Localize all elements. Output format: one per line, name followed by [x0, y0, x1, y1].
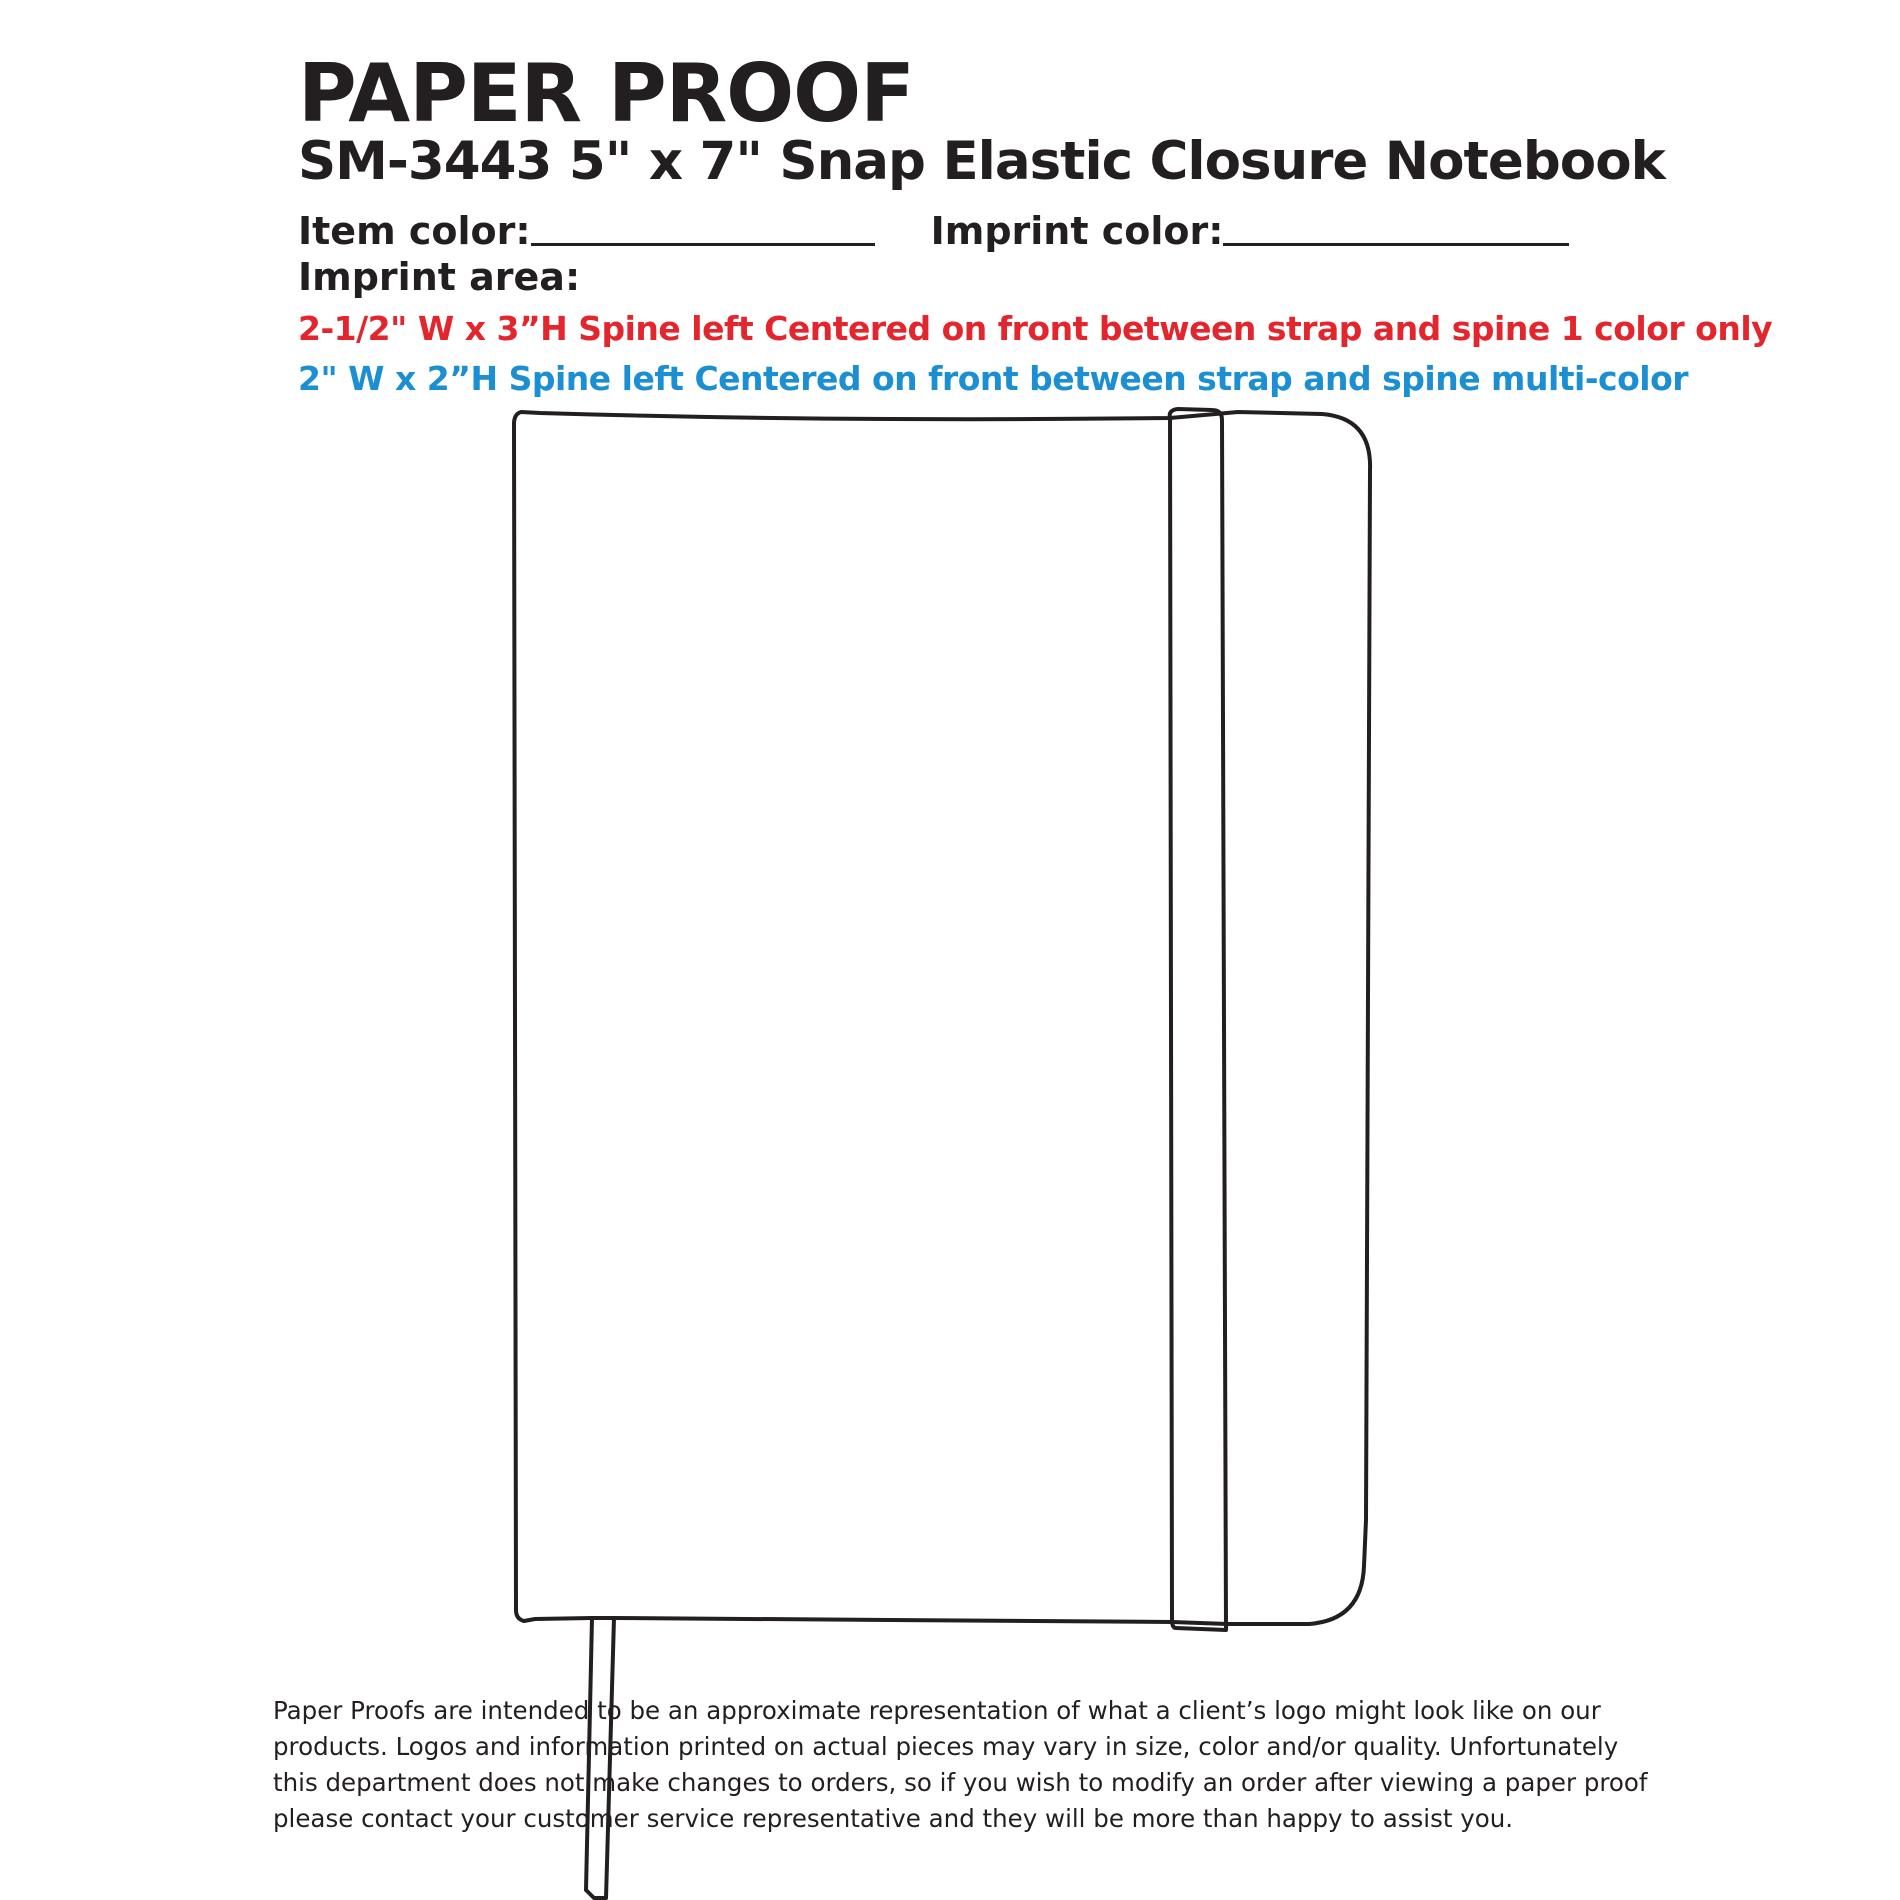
elastic-strap	[1170, 409, 1226, 1630]
disclaimer-line: Paper Proofs are intended to be an approximate representation of what a client’s logo might look like on our	[273, 1696, 1601, 1725]
notebook-cover	[514, 412, 1370, 1624]
imprint-spec-one-color: 2-1/2" W x 3”H Spine left Centered on front between strap and spine 1 color only	[298, 309, 1773, 348]
disclaimer-text	[273, 1693, 1673, 1837]
imprint-spec-multi-color: 2" W x 2”H Spine left Centered on front between strap and spine multi-color	[298, 359, 1689, 398]
imprint-color-label: Imprint color:	[930, 209, 1224, 253]
item-color-label: Item color:	[298, 209, 531, 253]
disclaimer-line: please contact your customer service representative and they will be more than happy to assist you.	[273, 1804, 1514, 1833]
product-title: SM-3443 5" x 7" Snap Elastic Closure Notebook	[298, 131, 1665, 192]
disclaimer-line: this department does not make changes to orders, so if you wish to modify an order after viewing a paper proof	[273, 1768, 1648, 1797]
disclaimer-line: products. Logos and information printed on actual pieces may vary in size, color and/or quality. Unfortunately	[273, 1732, 1619, 1761]
page-title: PAPER PROOF	[298, 47, 914, 140]
imprint-area-label: Imprint area:	[298, 255, 581, 299]
